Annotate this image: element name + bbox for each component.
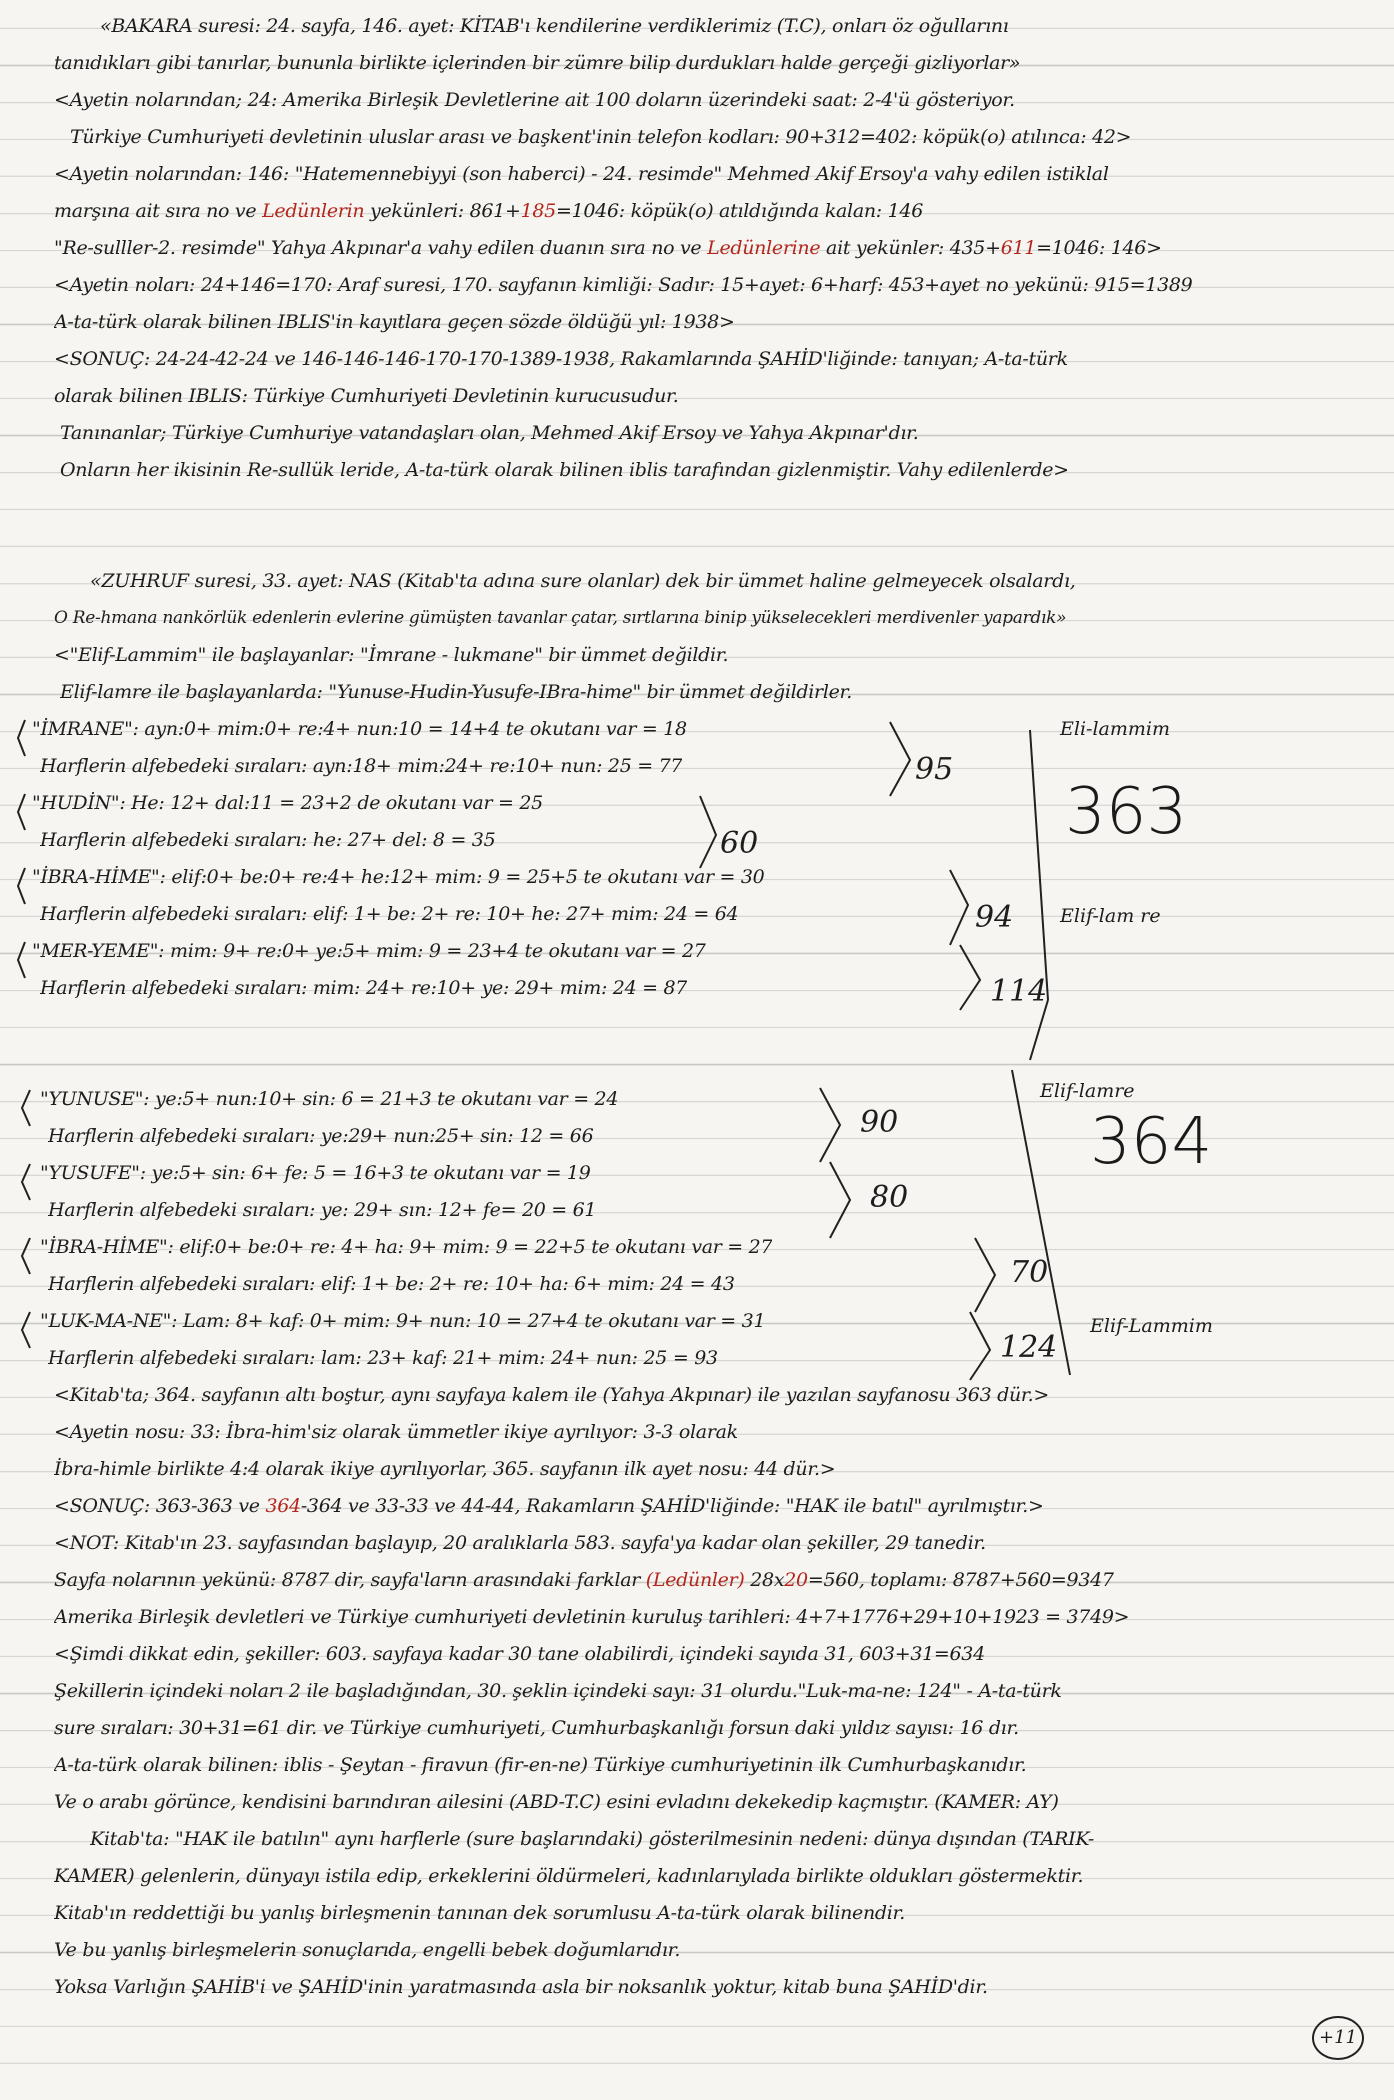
- highlight-red: 364: [265, 1495, 301, 1517]
- block1-line: "MER-YEME": mim: 9+ re:0+ ye:5+ mim: 9 = 23+4 te okutanı var = 27: [32, 940, 706, 962]
- text-line: <Ayetin nosu: 33: İbra-him'siz olarak ümmetler ikiye ayrılıyor: 3-3 olarak: [54, 1421, 738, 1443]
- highlight-red: 611: [1000, 237, 1037, 259]
- block2-line: "YUSUFE": ye:5+ sin: 6+ fe: 5 = 16+3 te okutanı var = 19: [40, 1162, 591, 1184]
- page-number-badge: +11: [1312, 2016, 1364, 2060]
- block2-line: Harflerin alfebedeki sıraları: ye:29+ nun:25+ sin: 12 = 66: [48, 1125, 594, 1147]
- text-line: <Şimdi dikkat edin, şekiller: 603. sayfaya kadar 30 tane olabilirdi, içindeki sayıda 31, 603+31=634: [54, 1643, 985, 1665]
- text-line: <Ayetin nolarından: 146: "Hatemennebiyyi (son haberci) - 24. resimde" Mehmed Akif Ersoy'a vahy edilen istiklal: [54, 163, 1109, 185]
- text-line: <SONUÇ: 24-24-42-24 ve 146-146-146-170-170-1389-1938, Rakamlarında ŞAHİD'liğinde: tanıyan; A-ta-türk: [54, 348, 1068, 370]
- text-segment: <SONUÇ: 363-363 ve: [54, 1495, 266, 1517]
- group-label: Elif-lam re: [1060, 905, 1161, 927]
- text-line: Ve o arabı görünce, kendisini barındıran ailesini (ABD-T.C) esini evladını dekekedip kaçmıştır. (KAMER: AY): [54, 1791, 1059, 1813]
- text-line: Onların her ikisinin Re-sullük leride, A-ta-türk olarak bilinen iblis tarafından gizlenmiştir. Vahy edilenlerde>: [60, 459, 1069, 481]
- block2-line: Harflerin alfebedeki sıraları: elif: 1+ be: 2+ re: 10+ ha: 6+ mim: 24 = 43: [48, 1273, 735, 1295]
- sum-value: 124: [1000, 1330, 1058, 1365]
- block1-line: "İBRA-HİME": elif:0+ be:0+ re:4+ he:12+ mim: 9 = 25+5 te okutanı var = 30: [32, 866, 765, 888]
- highlight-red: (Ledünler): [645, 1569, 745, 1591]
- text-line: Kitab'ta: "HAK ile batılın" aynı harflerle (sure başlarındaki) gösterilmesinin nedeni: dünya dışından (TARIK-: [90, 1828, 1094, 1850]
- text-line: <Ayetin nolarından; 24: Amerika Birleşik Devletlerine ait 100 doların üzerindeki saat: 2-4'ü gösteriyor.: [54, 89, 1015, 111]
- group-total: 363: [1065, 775, 1188, 849]
- block2-line: Harflerin alfebedeki sıraları: lam: 23+ kaf: 21+ mim: 24+ nun: 25 = 93: [48, 1347, 718, 1369]
- block2-line: Harflerin alfebedeki sıraları: ye: 29+ sın: 12+ fe= 20 = 61: [48, 1199, 597, 1221]
- text-line: Amerika Birleşik devletleri ve Türkiye cumhuriyeti devletinin kuruluş tarihleri: 4+7+1776+29+10+1923 = 3749>: [54, 1606, 1130, 1628]
- block1-line: "İMRANE": ayn:0+ mim:0+ re:4+ nun:10 = 14+4 te okutanı var = 18: [32, 718, 687, 740]
- group-label: Elif-Lammim: [1090, 1315, 1213, 1337]
- highlight-red: 20: [784, 1569, 808, 1591]
- text-segment: ait yekünler: 435+: [820, 237, 1001, 259]
- text-line: KAMER) gelenlerin, dünyayı istila edip, erkeklerini öldürmeleri, kadınlarıylada birlikte oldukları göstermektir.: [54, 1865, 1084, 1887]
- block2-line: "YUNUSE": ye:5+ nun:10+ sin: 6 = 21+3 te okutanı var = 24: [40, 1088, 619, 1110]
- highlight-red: 185: [520, 200, 556, 222]
- highlight-red: Ledünlerin: [262, 200, 365, 222]
- text-line: «ZUHRUF suresi, 33. ayet: NAS (Kitab'ta adına sure olanlar) dek bir ümmet haline gelmeyecek olsalardı,: [90, 570, 1076, 592]
- text-line: Kitab'ın reddettiği bu yanlış birleşmenin tanınan dek sorumlusu A-ta-türk olarak bilinendir.: [54, 1902, 905, 1924]
- text-line: sure sıraları: 30+31=61 dir. ve Türkiye cumhuriyeti, Cumhurbaşkanlığı forsun daki yıldız sayısı: 16 dır.: [54, 1717, 1019, 1739]
- text-line: <Ayetin noları: 24+146=170: Araf suresi, 170. sayfanın kimliği: Sadır: 15+ayet: 6+harf: 453+ayet no yekünü: 915=1389: [54, 274, 1193, 296]
- text-segment: "Re-sulller-2. resimde" Yahya Akpınar'a vahy edilen duanın sıra no ve: [54, 237, 708, 259]
- text-line: Şekillerin içindeki noları 2 ile başladığından, 30. şeklin içindeki sayı: 31 olurdu."Luk-ma-ne: 124" - A-ta-türk: [54, 1680, 1062, 1702]
- text-line: Yoksa Varlığın ŞAHİB'i ve ŞAHİD'inin yaratmasında asla bir noksanlık yoktur, kitab buna ŞAHİD'dir.: [54, 1976, 988, 1998]
- text-line: <Kitab'ta; 364. sayfanın altı boştur, aynı sayfaya kalem ile (Yahya Akpınar) ile yazılan sayfanosu 363 dür.>: [54, 1384, 1049, 1406]
- sum-value: 60: [720, 826, 759, 861]
- text-line: Tanınanlar; Türkiye Cumhuriye vatandaşları olan, Mehmed Akif Ersoy ve Yahya Akpınar'dır.: [60, 422, 919, 444]
- text-line: Elif-lamre ile başlayanlarda: "Yunuse-Hudin-Yusufe-IBra-hime" bir ümmet değildirler.: [60, 681, 852, 703]
- text-segment: Sayfa nolarının yekünü: 8787 dir, sayfa'ların arasındaki farklar: [54, 1569, 646, 1591]
- text-line: tanıdıkları gibi tanırlar, bununla birlikte içlerinden bir zümre bilip durdukları halde gerçeği gizliyorlar»: [54, 52, 1021, 74]
- highlight-red: Ledünlerine: [707, 237, 821, 259]
- text-segment: -364 ve 33-33 ve 44-44, Rakamların ŞAHİD'liğinde: "HAK ile batıl" ayrılmıştır.>: [300, 1495, 1044, 1517]
- block1-line: "HUDİN": He: 12+ dal:11 = 23+2 de okutanı var = 25: [32, 792, 543, 814]
- text-segment: 28x: [744, 1569, 785, 1591]
- text-line: Türkiye Cumhuriyeti devletinin uluslar arası ve başkent'inin telefon kodları: 90+312=402: köpük(o) atılınca: 42>: [70, 126, 1132, 148]
- text-line: «BAKARA suresi: 24. sayfa, 146. ayet: KİTAB'ı kendilerine verdiklerimiz (T.C), onları öz oğullarını: [100, 15, 1009, 37]
- block1-line: Harflerin alfebedeki sıraları: mim: 24+ re:10+ ye: 29+ mim: 24 = 87: [40, 977, 688, 999]
- text-segment: =560, toplamı: 8787+560=9347: [807, 1569, 1114, 1591]
- text-line: <"Elif-Lammim" ile başlayanlar: "İmrane - lukmane" bir ümmet değildir.: [54, 644, 729, 666]
- text-segment: marşına ait sıra no ve: [54, 200, 263, 222]
- text-line: <NOT: Kitab'ın 23. sayfasından başlayıp, 20 aralıklarla 583. sayfa'ya kadar olan şekiller, 29 tanedir.: [54, 1532, 986, 1554]
- text-line: olarak bilinen IBLIS: Türkiye Cumhuriyeti Devletinin kurucusudur.: [54, 385, 679, 407]
- block2-line: "LUK-MA-NE": Lam: 8+ kaf: 0+ mim: 9+ nun: 10 = 27+4 te okutanı var = 31: [40, 1310, 766, 1332]
- text-line: A-ta-türk olarak bilinen: iblis - Şeytan - firavun (fir-en-ne) Türkiye cumhuriyetinin ilk Cumhurbaşkanıdır.: [54, 1754, 1027, 1776]
- sum-value: 90: [860, 1105, 899, 1140]
- group-label: Eli-lammim: [1060, 718, 1170, 740]
- sum-value: 94: [975, 900, 1014, 935]
- text-segment: =1046: 146>: [1036, 237, 1162, 259]
- group-total: 364: [1090, 1105, 1213, 1179]
- block1-line: Harflerin alfebedeki sıraları: elif: 1+ be: 2+ re: 10+ he: 27+ mim: 24 = 64: [40, 903, 739, 925]
- sum-value: 70: [1010, 1255, 1049, 1290]
- text-line: İbra-himle birlikte 4:4 olarak ikiye ayrılıyorlar, 365. sayfanın ilk ayet nosu: 44 dür.>: [54, 1458, 836, 1480]
- text-line: Ve bu yanlış birleşmelerin sonuçlarıda, engelli bebek doğumlarıdır.: [54, 1939, 681, 1961]
- sum-value: 95: [915, 752, 954, 787]
- block2-line: "İBRA-HİME": elif:0+ be:0+ re: 4+ ha: 9+ mim: 9 = 22+5 te okutanı var = 27: [40, 1236, 773, 1258]
- sum-value: 80: [870, 1180, 909, 1215]
- sum-value: 114: [990, 974, 1048, 1009]
- text-line: O Re-hmana nankörlük edenlerin evlerine gümüşten tavanlar çatar, sırtlarına binip yükselecekleri merdivenler yapardık»: [54, 608, 1067, 628]
- block1-line: Harflerin alfebedeki sıraları: he: 27+ del: 8 = 35: [40, 829, 496, 851]
- text-segment: yekünleri: 861+: [364, 200, 521, 222]
- text-line: A-ta-türk olarak bilinen IBLIS'in kayıtlara geçen sözde öldüğü yıl: 1938>: [54, 311, 735, 333]
- text-segment: =1046: köpük(o) atıldığında kalan: 146: [555, 200, 924, 222]
- group-label: Elif-lamre: [1040, 1080, 1135, 1102]
- block1-line: Harflerin alfebedeki sıraları: ayn:18+ mim:24+ re:10+ nun: 25 = 77: [40, 755, 683, 777]
